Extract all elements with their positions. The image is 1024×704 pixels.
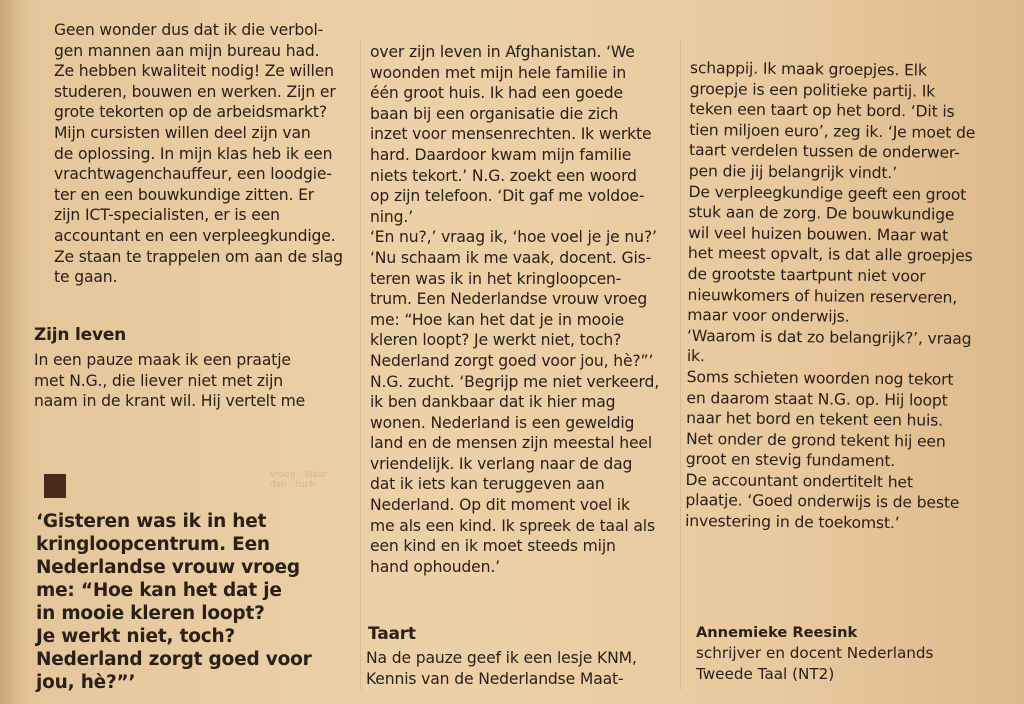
text-line: schappij. Ik maak groepjes. Elk bbox=[689, 58, 927, 80]
quote-line: Nederland zorgt goed voor bbox=[36, 649, 312, 670]
text-line: teken een taart op het bord. ‘Dit is bbox=[689, 100, 955, 121]
text-line: vriendelijk. Ik verlang naar de dag bbox=[370, 454, 633, 473]
text-line: op zijn telefoon. ‘Dit gaf me voldoe- bbox=[370, 187, 645, 206]
text-line: de oplossing. In mijn klas heb ik een bbox=[54, 144, 333, 163]
text-line: vrachtwagenchauffeur, een loodgie- bbox=[54, 165, 332, 184]
quote-line: jou, hè?”’ bbox=[36, 672, 136, 693]
text-line: taart verdelen tussen de onderwer- bbox=[688, 141, 960, 163]
text-line: groepje is een politieke partij. Ik bbox=[689, 79, 936, 101]
text-line: dat ik iets kan teruggeven aan bbox=[370, 475, 605, 494]
heading-taart: Taart bbox=[368, 624, 416, 644]
text-line: land en de mensen zijn meestal heel bbox=[370, 434, 653, 453]
author-name: Annemieke Reesink bbox=[696, 624, 858, 641]
quote-line: in mooie kleren loopt? bbox=[36, 603, 265, 624]
author-credit bbox=[696, 622, 933, 685]
quote-line: kringloopcentrum. Een bbox=[36, 534, 270, 555]
text-line: zijn ICT-specialisten, er is een bbox=[54, 206, 280, 225]
text-line: Ze hebben kwaliteit nodig! Ze willen bbox=[54, 62, 334, 81]
text-line: te gaan. bbox=[54, 268, 118, 287]
text-line: plaatje. ‘Goed onderwijs is de beste bbox=[685, 491, 960, 513]
column-1-paragraph-2 bbox=[34, 350, 354, 412]
text-line: naar het bord en tekent een huis. bbox=[686, 409, 944, 430]
text-line: Kennis van de Nederlandse Maat- bbox=[366, 669, 624, 688]
author-role-line: schrijver en docent Nederlands bbox=[696, 644, 934, 662]
author-role-line: Tweede Taal (NT2) bbox=[696, 665, 835, 683]
page-fold-shadow bbox=[0, 0, 30, 704]
text-line: ik. bbox=[686, 347, 705, 366]
text-line: Mijn cursisten willen deel zijn van bbox=[54, 123, 311, 142]
text-line: groot en stevig fundament. bbox=[685, 450, 896, 471]
text-line: Na de pauze geef ik een lesje KNM, bbox=[366, 649, 637, 667]
text-line: Geen wonder dus dat ik die verbol- bbox=[54, 21, 324, 39]
text-line: wonen. Nederland is een geweldig bbox=[370, 413, 635, 432]
pull-quote bbox=[36, 510, 346, 694]
column-2-after-heading bbox=[366, 648, 676, 689]
quote-line: me: “Hoe kan het dat je bbox=[36, 580, 282, 601]
text-line: investering in de toekomst.’ bbox=[685, 512, 900, 533]
quote-line: Je werkt niet, toch? bbox=[36, 626, 236, 647]
heading-zijn-leven: Zijn leven bbox=[34, 325, 127, 345]
text-line: wil veel huizen bouwen. Maar wat bbox=[688, 223, 949, 245]
text-line: ‘En nu?,’ vraag ik, ‘hoe voel je je nu?’ bbox=[370, 228, 657, 247]
column-divider bbox=[360, 40, 361, 690]
text-line: het meest opvalt, is dat alle groepjes bbox=[687, 244, 973, 266]
text-line: de grootste taartpunt niet voor bbox=[687, 264, 926, 286]
text-line: grote tekorten op de arbeidsmarkt? bbox=[54, 103, 327, 122]
text-line: me: “Hoe kan het dat je in mooie bbox=[370, 310, 625, 329]
column-3-text bbox=[685, 58, 980, 535]
text-line: trum. Een Nederlandse vrouw vroeg bbox=[370, 290, 648, 309]
text-line: een kind en ik moet steeds mijn bbox=[370, 537, 616, 556]
text-line: pen die jij belangrijk vindt.’ bbox=[688, 161, 898, 183]
text-line: Ze staan te trappelen om aan de slag bbox=[54, 247, 343, 266]
text-line: gen mannen aan mijn bureau had. bbox=[54, 41, 320, 60]
quote-line: ‘Gisteren was ik in het bbox=[36, 511, 267, 532]
text-line: met N.G., die liever niet met zijn bbox=[34, 371, 284, 390]
text-line: N.G. zucht. ‘Begrijp me niet verkeerd, bbox=[370, 372, 660, 391]
text-line: ning.’ bbox=[370, 207, 414, 226]
text-line: teren was ik in het kringloopcen- bbox=[370, 269, 622, 288]
text-line: me als een kind. Ik spreek de taal als bbox=[370, 516, 655, 535]
quote-line: Nederlandse vrouw vroeg bbox=[36, 557, 300, 578]
text-line: De verpleegkundige geeft een groot bbox=[688, 182, 967, 204]
column-1-paragraph bbox=[54, 20, 354, 288]
text-line: één groot huis. Ik had een goede bbox=[370, 84, 623, 103]
text-line: woonden met mijn hele familie in bbox=[370, 63, 627, 82]
text-line: Net onder de grond tekent hij een bbox=[685, 429, 946, 451]
quote-marker-square bbox=[44, 474, 66, 498]
text-line: inzet voor mensenrechten. Ik werkte bbox=[370, 125, 652, 144]
text-line: stuk aan de zorg. De bouwkundige bbox=[688, 203, 955, 224]
show-through-text: vroeg · Waar dan · toch bbox=[270, 470, 328, 490]
text-line: Nederland. Op dit moment voel ik bbox=[370, 496, 630, 515]
column-2-text bbox=[370, 42, 670, 577]
text-line: Soms schieten woorden nog tekort bbox=[686, 367, 954, 389]
text-line: accountant en een verpleegkundige. bbox=[54, 226, 336, 245]
text-line: tien miljoen euro’, zeg ik. ‘Je moet de bbox=[689, 120, 976, 142]
text-line: kleren loopt? Je werkt niet, toch? bbox=[370, 331, 622, 350]
text-line: De accountant ondertitelt het bbox=[685, 470, 913, 492]
text-line: niets tekort.’ N.G. zoekt een woord bbox=[370, 166, 637, 185]
text-line: ‘Waarom is dat zo belangrijk?’, vraag bbox=[686, 326, 972, 348]
text-line: hard. Daardoor kwam mijn familie bbox=[370, 145, 632, 164]
text-line: nieuwkomers of huizen reserveren, bbox=[687, 285, 958, 307]
text-line: ik ben dankbaar dat ik hier mag bbox=[370, 393, 616, 412]
text-line: naam in de krant wil. Hij vertelt me bbox=[34, 392, 306, 411]
text-line: ter en een bouwkundige zitten. Er bbox=[54, 185, 315, 204]
text-line: In een pauze maak ik een praatje bbox=[34, 351, 291, 369]
text-line: ‘Nu schaam ik me vaak, docent. Gis- bbox=[370, 248, 652, 267]
text-line: Nederland zorgt goed voor jou, hè?”’ bbox=[370, 351, 654, 370]
text-line: maar voor onderwijs. bbox=[687, 306, 850, 326]
text-line: over zijn leven in Afghanistan. ‘We bbox=[370, 43, 635, 61]
text-line: en daarom staat N.G. op. Hij loopt bbox=[686, 388, 948, 410]
text-line: hand ophouden.’ bbox=[370, 557, 500, 576]
column-divider bbox=[680, 40, 681, 690]
text-line: studeren, bouwen en werken. Zijn er bbox=[54, 82, 336, 101]
text-line: baan bij een organisatie die zich bbox=[370, 104, 619, 123]
